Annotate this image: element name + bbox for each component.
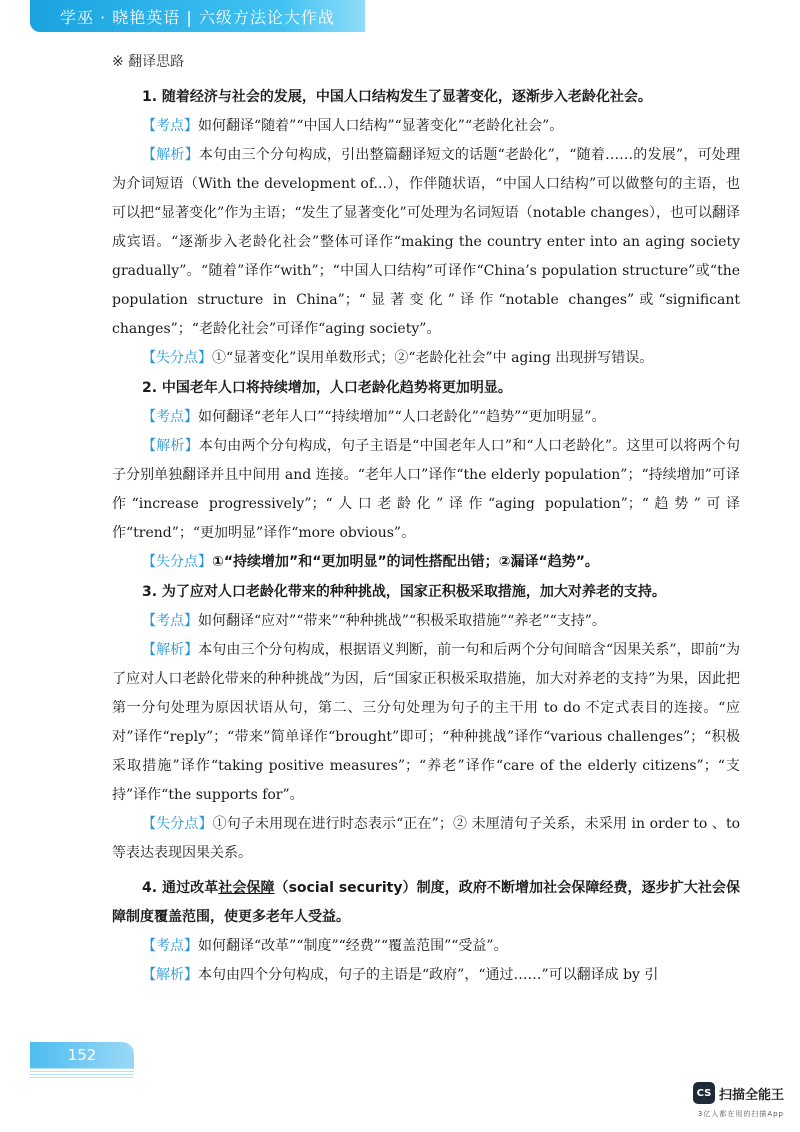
item-1-shifen: [112, 344, 740, 373]
header-banner: [30, 0, 365, 32]
item-4-jiexi: [112, 961, 740, 990]
jiexi-tag: 【 解析 】: [142, 642, 198, 658]
item-3-jiexi-text: 本句由三个分句构成，根据语义判断，前一句和后两个分句间暗含“因果关系”，即前“为了应对人口老龄化带来的种种挑战”为因，后“国家正积极采取措施，加大对养老的支持”为果，因此把第一分句处理为原因状语从句，第二、三分句处理为句子的主干用 to do 不定式表目的连接。“应对”译作“reply”；“带来”简单译作“brought”即可；“种种挑战”译作“various challenges”；“积极采取措施”译作“taking positive measures”；“养老”译作“care of the elderly citizens”；“支持”译作“the supports for”。: [112, 642, 741, 803]
page-content: [112, 51, 740, 990]
header-title: 学巫 · 晓艳英语 | 六级方法论大作战: [60, 7, 335, 27]
item-4-sentence-post: （social security）制度，政府不断增加社会保障经费，逐步扩大社会保障制度覆盖范围，使更多老年人受益。: [112, 880, 740, 925]
item-1-shifen-text: ①“显著变化”误用单数形式；②“老龄化社会”中 aging 出现拼写错误。: [212, 350, 654, 366]
item-2-kaodian-text: 如何翻译“老年人口”“持续增加”“人口老龄化”“趋势”“更加明显”。: [198, 409, 606, 425]
watermark-name: 扫描全能王: [718, 1087, 784, 1103]
jiexi-tag: 【 解析 】: [142, 438, 199, 454]
watermark-subtitle: 3亿人都在用的扫描App: [697, 1110, 784, 1118]
item-4-kaodian-text: 如何翻译“改革”“制度”“经费”“覆盖范围”“受益”。: [198, 938, 508, 954]
shifen-tag: 【 失分点 】: [142, 350, 212, 366]
scanner-watermark: [693, 1082, 784, 1104]
item-2-kaodian: [112, 403, 740, 432]
item-3-shifen: [112, 810, 740, 868]
kaodian-tag: 【 考点 】: [142, 118, 198, 134]
kaodian-tag: 【 考点 】: [142, 409, 198, 425]
camscanner-logo-icon: CS: [693, 1082, 715, 1104]
kaodian-tag: 【 考点 】: [142, 613, 198, 629]
shifen-tag: 【 失分点 】: [142, 816, 213, 832]
item-3-sentence: 3. 为了应对人口老龄化带来的种种挑战，国家正积极采取措施，加大对养老的支持。: [142, 584, 666, 600]
item-2-sentence: 2. 中国老年人口将持续增加，人口老龄化趋势将更加明显。: [142, 380, 512, 396]
page-number-tab: [30, 1042, 134, 1068]
footer-decoration: [30, 1068, 134, 1078]
item-4-sentence-pre: 4. 通过改革: [142, 880, 219, 896]
item-3-jiexi: [112, 636, 740, 810]
item-1-kaodian-text: 如何翻译“随着”“中国人口结构”“显著变化”“老龄化社会”。: [198, 118, 564, 134]
item-1-kaodian: [112, 112, 740, 141]
section-title: ※ 翻译思路: [112, 54, 185, 70]
item-1-jiexi: [112, 141, 740, 344]
kaodian-tag: 【 考点 】: [142, 938, 198, 954]
item-4-sentence-underlined: 社会保障: [218, 880, 275, 896]
item-3-kaodian-text: 如何翻译“应对”“带来”“种种挑战”“积极采取措施”“养老”“支持”。: [198, 613, 606, 629]
jiexi-tag: 【 解析 】: [142, 967, 198, 983]
item-4-jiexi-text: 本句由四个分句构成，句子的主语是“政府”，“通过……”可以翻译成 by 引: [198, 967, 659, 983]
item-1-jiexi-text: 本句由三个分句构成，引出整篇翻译短文的话题“老龄化”，“随着……的发展”，可处理为介词短语（With the development of...），作伴随状语，“中国人口结构”可以做整句的主语，也可以把“显著变化”作为主语；“发生了显著变化”可处理为名词短语（notable changes），也可以翻译成宾语。“逐渐步入老龄化社会”整体可译作“making the country enter into an aging society gradually”。“随着”译作“with”；“中国人口结构”可译作“China’s population structure”或“the population structure in China”；“显著变化”译作“notable changes”或“significant changes”；“老龄化社会”可译作“aging society”。: [112, 147, 741, 337]
page-number: 152: [67, 1046, 97, 1064]
item-2-jiexi-text: 本句由两个分句构成，句子主语是“中国老年人口”和“人口老龄化”。这里可以将两个句子分别单独翻译并且中间用 and 连接。“老年人口”译作“the elderly population”；“持续增加”可译作“increase progressively”；“人口老龄化”译作“aging population”；“趋势”可译作“trend”；“更加明显”译作“more obvious”。: [112, 438, 740, 541]
item-3-shifen-text: ①句子未用现在进行时态表示“正在”；② 未厘清句子关系，未采用 in order to 、to 等表达表现因果关系。: [112, 816, 741, 861]
item-2-shifen-text: ①“持续增加”和“更加明显”的词性搭配出错；②漏译“趋势”。: [212, 554, 599, 570]
shifen-tag: 【 失分点 】: [142, 554, 212, 570]
item-1-sentence: 1. 随着经济与社会的发展，中国人口结构发生了显著变化，逐渐步入老龄化社会。: [142, 89, 652, 105]
item-4-kaodian: [112, 932, 740, 961]
jiexi-tag: 【 解析 】: [142, 147, 199, 163]
item-4-sentence: [112, 874, 740, 932]
item-2-shifen: [112, 548, 740, 577]
item-3-kaodian: [112, 607, 740, 636]
item-2-jiexi: [112, 432, 740, 548]
